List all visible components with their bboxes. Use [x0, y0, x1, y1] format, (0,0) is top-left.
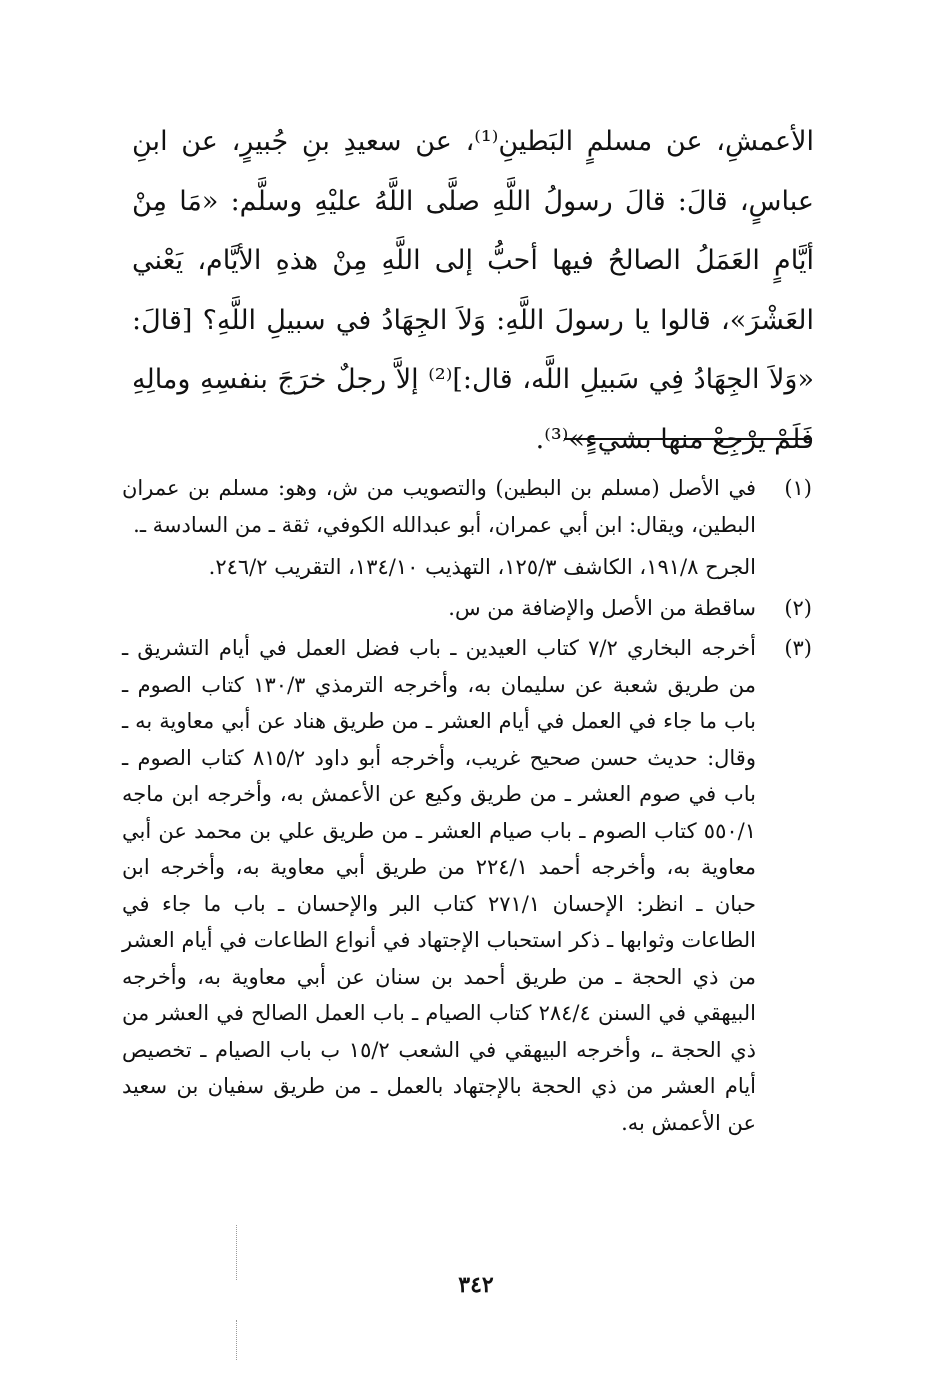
footnote-paragraph: في الأصل (مسلم بن البطين) والتصويب من ش، وهو: مسلم بن عمران البطين، ويقال: ابن أبي عمران، أبو عبدالله الكوفي، ثقة ـ من السادسة ـ.: [122, 476, 756, 537]
footnote-3: [122, 630, 812, 1141]
footnote-1: [122, 470, 812, 586]
footnote-paragraph: الجرح ١٩١/٨، الكاشف ١٢٥/٣، التهذيب ١٣٤/١٠، التقريب ٢٤٦/٢.: [208, 555, 756, 579]
footnote-body: [122, 630, 756, 1141]
footnote-body: [122, 590, 756, 627]
footnote-paragraph: ساقطة من الأصل والإضافة من س.: [448, 595, 756, 620]
footnotes-list: [122, 470, 812, 1145]
footnote-2: [122, 590, 812, 627]
footnote-body: [122, 470, 756, 586]
footnote-divider: [564, 438, 812, 440]
footnote-number: (٣): [784, 636, 812, 660]
page-number: ٣٤٢: [458, 1272, 494, 1298]
footnote-paragraph: أخرجه البخاري ٧/٢ كتاب العيدين ـ باب فضل العمل في أيام التشريق ـ من طريق شعبة عن سليمان به، وأخرجه الترمذي ١٣٠/٣ كتاب الصوم ـ باب ما جاء في العمل في أيام العشر ـ من طريق هناد عن أبي معاوية به ـ وقال: حديث حسن صحيح غريب، وأخرجه أبو داود ٨١٥/٢ كتاب الصوم ـ باب في صوم العشر ـ من طريق وكيع عن الأعمش به، وأخرجه ابن ماجه ٥٥٠/١ كتاب الصوم ـ باب صيام العشر ـ من طريق علي بن محمد عن أبي معاوية به، وأخرجه أحمد ٢٢٤/١ من طريق أبي معاوية به، وأخرجه ابن حبان ـ انظر: الإحسان ٢٧١/١ كتاب البر والإحسان ـ باب ما جاء في الطاعات وثوابها ـ ذكر استحباب الإجتهاد في أنواع الطاعات في أيام العشر من ذي الحجة ـ من طريق أحمد بن سنان عن أبي معاوية به، وأخرجه البيهقي في السنن ٢٨٤/٤ كتاب الصيام ـ باب العمل الصالح في العشر من ذي الحجة ـ، وأخرجه البيهقي في الشعب ١٥/٢ ب باب الصيام ـ تخصيص أيام العشر من ذي الحجة بالإجتهاد بالعمل ـ من طريق سفيان بن سعيد عن الأعمش به.: [122, 636, 757, 1135]
footnote-number: (١): [784, 476, 812, 500]
footnote-number: (٢): [784, 595, 812, 620]
scan-margin-mark: [236, 1320, 237, 1360]
hadith-text: الأعمشِ، عن مسلمٍ البَطينِ⁽¹⁾، عن سعيدِ بنِ جُبيرٍ، عن ابنِ عباسٍ، قالَ: قالَ رسولُ اللَّهِ صلَّى اللَّهُ عليْهِ وسلَّم: «مَا مِنْ أيَّامٍ العَمَلُ الصالحُ فيها أحبُّ إلى اللَّهِ مِنْ هذهِ الأيَّام، يَعْني العَشْرَ»، قالوا يا رسولَ اللَّهِ: وَلاَ الجِهَادُ في سبيلِ اللَّهِ؟ [قالَ: «وَلاَ الجِهَادُ فِي سَبيلِ اللَّه، قال:]⁽²⁾ إلاَّ رجلٌ خرَجَ بنفسِهِ ومالِهِ فَلَمْ يرْجِعْ منها بشيءٍ»⁽³⁾.: [132, 126, 815, 455]
